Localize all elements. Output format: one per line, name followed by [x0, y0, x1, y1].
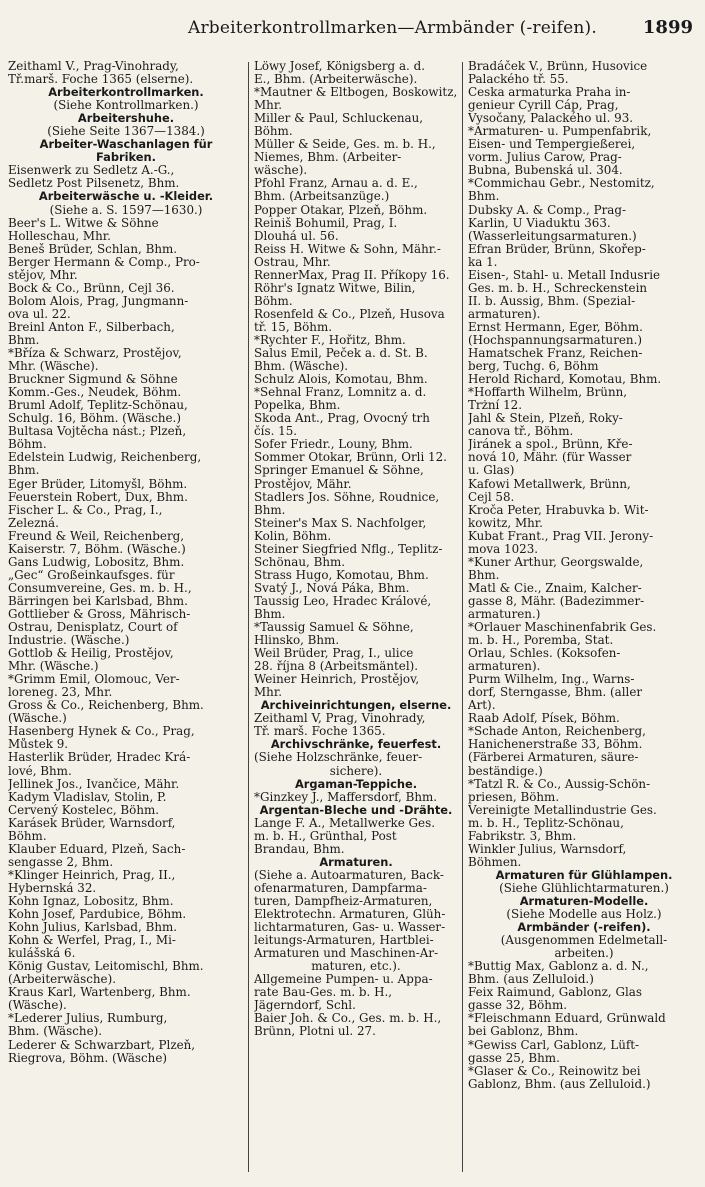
column-middle	[254, 60, 458, 1180]
entry-line: Riegrova, Böhm. (Wäsche)	[8, 1051, 168, 1065]
entry-line: Bultasa Vojtěcha nást.; Plzeň,	[8, 425, 187, 439]
entry-line: nová 10, Mähr. (für Wasser	[468, 451, 632, 465]
entry-line: Efran Brüder, Brünn, Skořep-	[468, 242, 646, 256]
cross-reference: (Siehe Glühlichtarmaturen.)	[499, 881, 669, 895]
cross-reference: (Siehe a. S. 1597—1630.)	[49, 203, 203, 217]
entry-line: ofenarmaturen, Dampfarma-	[254, 881, 427, 895]
entry-line: Bolom Alois, Prag, Jungmann-	[8, 294, 189, 308]
entry-line: Trżní 12.	[468, 399, 523, 413]
entry-line: *Gewiss Carl, Gablonz, Lüft-	[468, 1038, 640, 1052]
entry-line: Kohn Josef, Pardubice, Böhm.	[8, 908, 187, 922]
entry-line: rate Bau-Ges. m. b. H.,	[254, 986, 393, 1000]
entry-line: kowitz, Mhr.	[468, 516, 543, 530]
entry-line: Hlinsko, Bhm.	[254, 634, 340, 648]
section-heading: Armaturen.	[319, 855, 393, 869]
entry-line: Lange F. A., Metallwerke Ges.	[254, 816, 435, 830]
entry-line: Böhm.	[8, 829, 47, 843]
entry-line: Beer's L. Witwe & Söhne	[8, 216, 159, 230]
entry-line: Červený Kostelec, Böhm.	[8, 803, 160, 817]
section-heading: Archivschränke, feuerfest.	[270, 738, 442, 752]
entry-line: Škoda Ant., Prag, Ovocný trh	[254, 412, 430, 426]
entry-line: leitungs-Armaturen, Hartblei-	[254, 934, 434, 948]
entry-line: *Armaturen- u. Pumpenfabrik,	[468, 125, 652, 139]
entry-line: Jägerndorf, Schl.	[254, 999, 356, 1013]
section-heading: Fabriken.	[96, 151, 156, 165]
entry-line: Schulg. 16, Böhm. (Wäsche.)	[8, 412, 181, 426]
column-divider	[248, 62, 249, 1172]
section-heading: Arbeiterkontrollmarken.	[48, 86, 204, 100]
entry-line: Prostějov, Mähr.	[254, 477, 352, 491]
entry-line: genieur Cyrill Čáp, Prag,	[468, 99, 619, 113]
entry-line: Eisen-, Stahl- u. Metall Indusrie	[468, 268, 661, 282]
entry-line: Dlouhá ul. 56.	[254, 229, 339, 243]
entry-line: Armaturen und Maschinen-Ar-	[254, 947, 439, 961]
entry-line: Böhm.	[8, 438, 47, 452]
entry-line: m. b. H., Teplitz-Schönau,	[468, 816, 624, 830]
entry-line: loreneg. 23, Mhr.	[8, 686, 113, 700]
entry-line: Ernst Hermann, Eger, Böhm.	[468, 320, 643, 334]
entry-line: Hanichenerstraße 33, Böhm.	[468, 738, 643, 752]
entry-line: *Sehnal Franz, Lomnitz a. d.	[254, 386, 427, 400]
page-header	[0, 14, 705, 44]
entry-line: Fischer L. & Co., Prag, I.,	[8, 503, 163, 517]
entry-line: Weiner Heinrich, Prostějov,	[254, 673, 420, 687]
entry-line: *Kuner Arthur, Georgswalde,	[468, 555, 644, 569]
column-right	[468, 60, 700, 1180]
entry-line: *Grimm Emil, Olomouc, Ver-	[8, 673, 180, 687]
entry-line: (Wasserleitungsarmaturen.)	[468, 229, 637, 243]
entry-line: Kroča Peter, Hrabuvka b. Wit-	[468, 503, 649, 517]
entry-line: Breinl Anton F., Silberbach,	[8, 320, 175, 334]
entry-line: turen, Dampfheiz-Armaturen,	[254, 895, 433, 908]
entry-line: Komm.-Ges., Neudek, Böhm.	[8, 386, 182, 400]
entry-line: Gottlob & Heilig, Prostějov,	[8, 647, 174, 661]
entry-line: Jiránek a spol., Brünn, Kře-	[468, 438, 633, 452]
entry-line: Holleschau, Mhr.	[8, 229, 111, 243]
entry-line: (Arbeiterwäsche).	[8, 973, 117, 987]
cross-reference: (Siehe Kontrollmarken.)	[53, 99, 199, 113]
entry-line: Karásek Brüder, Warnsdorf,	[8, 816, 176, 830]
entry-line: Taussig Leo, Hradec Králové,	[254, 594, 432, 608]
entry-line: Gross & Co., Reichenberg, Bhm.	[8, 699, 204, 713]
entry-line: II. b. Aussig, Bhm. (Spezial-	[468, 294, 636, 308]
section-heading: Arbeiter-Waschanlagen für	[39, 138, 213, 152]
entry-line: Brünn, Plotni ul. 27.	[254, 1025, 376, 1039]
entry-line: *Hoffarth Wilhelm, Brünn,	[468, 386, 628, 400]
entry-line: Strass Hugo, Komotau, Bhm.	[254, 568, 429, 582]
entry-line: beständige.)	[468, 764, 543, 778]
entry-line: „Gec“ Großeinkaufsges. für	[8, 568, 175, 582]
column-left	[8, 60, 244, 1180]
entry-line: Tř. marš. Foche 1365.	[254, 725, 386, 739]
section-heading: Arbeiterwäsche u. -Kleider.	[38, 190, 214, 204]
entry-line: *Bříza & Schwarz, Prostějov,	[8, 347, 182, 361]
entry-line: *Lederer Julius, Rumburg,	[8, 1012, 168, 1026]
entry-line: Klauber Eduard, Plzeň, Sach-	[8, 842, 186, 856]
page-number: 1899	[642, 17, 693, 38]
entry-line: *Rychter F., Hořitz, Bhm.	[254, 333, 406, 347]
entry-line: Sedletz Post Pilsenetz, Bhm.	[8, 177, 180, 191]
entry-line: armaturen).	[468, 307, 541, 321]
cross-reference: (Siehe Modelle aus Holz.)	[506, 908, 662, 922]
section-heading: Arbeitershuhe.	[77, 112, 175, 126]
entry-line: Kohn & Werfel, Prag, I., Mi-	[8, 934, 176, 948]
entry-line: Gablonz, Bhm. (aus Zelluloid.)	[468, 1077, 651, 1091]
entry-line: Bhm.	[254, 607, 286, 621]
entry-line: gasse 32, Böhm.	[468, 999, 568, 1013]
entry-line: Popper Otakar, Plzeň, Böhm.	[254, 203, 428, 217]
entry-line: Hamatschek Franz, Reichen-	[468, 347, 643, 361]
entry-line: (Siehe a. Autoarmaturen, Back-	[254, 868, 444, 882]
entry-line: Bhm.	[468, 568, 500, 582]
entry-line: u. Glas)	[468, 464, 515, 478]
entry-line: lové, Bhm.	[8, 764, 72, 778]
entry-line: Schönau, Bhm.	[254, 555, 346, 569]
entry-line: Bhm.	[254, 503, 286, 517]
entry-line: armaturen).	[468, 660, 541, 674]
entry-line: Gans Ludwig, Lobositz, Bhm.	[8, 555, 185, 569]
entry-line: Bruckner Sigmund & Söhne	[8, 373, 178, 387]
entry-line: Röhr's Ignatz Witwe, Bilin,	[254, 281, 416, 295]
entry-line: Steiner Siegfried Nflg., Teplitz-	[254, 542, 443, 556]
column-divider	[462, 62, 463, 1172]
entry-line: Consumvereine, Ges. m. b. H.,	[8, 581, 192, 595]
entry-line: Steiner's Max S. Nachfolger,	[254, 516, 427, 530]
entry-line: armaturen.)	[468, 607, 541, 621]
entry-line: Feix Raimund, Gablonz, Glas	[468, 986, 642, 1000]
section-heading: Archiveinrichtungen, elserne.	[260, 699, 452, 713]
entry-line: Karlin, U Viaduktu 363.	[468, 216, 611, 230]
entry-line: Bhm.	[468, 190, 500, 204]
entry-line: *Orlauer Maschinenfabrik Ges.	[468, 621, 657, 635]
entry-line: Reiniš Bohumil, Prag, I.	[254, 216, 398, 230]
entry-line: Hasterlik Brüder, Hradec Krá-	[8, 751, 191, 765]
entry-line: bei Gablonz, Bhm.	[468, 1025, 579, 1039]
entry-line: vorm. Julius Carow, Prag-	[468, 151, 622, 165]
entry-line: m. b. H., Poremba, Stat.	[468, 634, 614, 648]
entry-line: Elektrotechn. Armaturen, Glüh-	[254, 908, 446, 922]
entry-line: tř. 15, Böhm.	[254, 320, 333, 334]
entry-line: Berger Hermann & Comp., Pro-	[8, 255, 200, 269]
entry-line: *Commichau Gebr., Nestomitz,	[468, 177, 655, 191]
entry-line: Müller & Seide, Ges. m. b. H.,	[254, 138, 436, 152]
entry-line: E., Bhm. (Arbeiterwäsche).	[254, 73, 418, 87]
entry-line: Gottlieber & Gross, Mährisch-	[8, 607, 191, 621]
entry-line: (Hochspannungsarmaturen.)	[468, 333, 643, 347]
entry-line: m. b. H., Grünthal, Post	[254, 829, 397, 843]
entry-line: Orlau, Schles. (Koksofen-	[468, 647, 621, 661]
entry-line: Jellinek Jos., Ivančice, Mähr.	[8, 777, 180, 791]
entry-line: Edelstein Ludwig, Reichenberg,	[8, 451, 202, 465]
entry-line: Kohn Ignaz, Lobositz, Bhm.	[8, 895, 174, 908]
entry-line: priesen, Böhm.	[468, 790, 560, 804]
entry-line: *Glaser & Co., Reinowitz bei	[468, 1064, 641, 1078]
section-heading: Armbänder (-reifen).	[517, 921, 651, 935]
entry-line: *Klinger Heinrich, Prag, II.,	[8, 868, 176, 882]
entry-line: *Taussig Samuel & Söhne,	[254, 621, 414, 635]
entry-line: Salus Emil, Peček a. d. St. B.	[254, 347, 428, 361]
entry-line: Bradáček V., Brünn, Husovice	[468, 60, 648, 73]
entry-line: Winkler Julius, Warnsdorf,	[468, 842, 627, 856]
entry-line: Kohn Julius, Karlsbad, Bhm.	[8, 921, 178, 935]
entry-line: Löwy Josef, Königsberg a. d.	[254, 60, 425, 73]
section-heading: Argaman-Teppiche.	[294, 777, 418, 791]
entry-line: Purm Wilhelm, Ing., Warns-	[468, 673, 635, 687]
entry-line: Můstek 9.	[8, 738, 69, 752]
entry-line: Bhm. (Wäsche).	[254, 360, 349, 374]
entry-line: Palackého tř. 55.	[468, 73, 569, 87]
entry-line: Kolin, Böhm.	[254, 529, 332, 543]
entry-line: Ostrau, Mhr.	[254, 255, 331, 269]
entry-line: Ostrau, Denisplatz, Court of	[8, 621, 178, 635]
entry-line: Dubsky A. & Comp., Prag-	[468, 203, 627, 217]
entry-line: Mhr. (Wäsche).	[8, 360, 99, 374]
entry-line: stějov, Mhr.	[8, 268, 78, 282]
entry-line: Hasenberg Hynek & Co., Prag,	[8, 725, 195, 739]
cross-reference: (Siehe Seite 1367—1384.)	[47, 125, 205, 139]
entry-line: Popelka, Bhm.	[254, 399, 341, 413]
entry-line: 28. října 8 (Arbeitsmäntel).	[254, 660, 419, 674]
entry-line: Weil Brüder, Prag, I., ulice	[254, 647, 414, 661]
entry-line: Matl & Cie., Znaim, Kalcher-	[468, 581, 642, 595]
entry-line: Fabrikstr. 3, Bhm.	[468, 829, 577, 843]
entry-line: Bhm.	[8, 333, 40, 347]
entry-line: Česka armaturka Praha in-	[468, 86, 631, 100]
entry-line: Mhr. (Wäsche.)	[8, 660, 99, 674]
cross-reference: sichere).	[329, 764, 383, 778]
entry-line: dorf, Sterngasse, Bhm. (aller	[468, 686, 643, 700]
entry-line: Bhm. (Arbeitsanzüge.)	[254, 190, 390, 204]
entry-line: gasse 25, Bhm.	[468, 1051, 560, 1065]
entry-line: Ges. m. b. H., Schreckenstein	[468, 281, 648, 295]
section-heading: Armaturen-Modelle.	[519, 895, 649, 908]
entry-line: Vysočany, Palackého ul. 93.	[468, 112, 634, 126]
entry-line: kulášská 6.	[8, 947, 76, 961]
cross-reference: arbeiten.)	[554, 947, 614, 961]
entry-line: Böhmen.	[468, 855, 522, 869]
entry-line: Bhm.	[8, 464, 40, 478]
entry-line: (Färberei Armaturen, säure-	[468, 751, 639, 765]
entry-line: čís. 15.	[254, 425, 298, 439]
cross-reference: maturen, etc.).	[311, 960, 401, 974]
entry-line: lichtarmaturen, Gas- u. Wasser-	[254, 921, 446, 935]
entry-line: Mhr.	[254, 99, 282, 113]
entry-line: Böhm.	[254, 294, 293, 308]
section-heading: Armaturen für Glühlampen.	[495, 868, 673, 882]
entry-line: *Buttig Max, Gablonz a. d. N.,	[468, 960, 649, 974]
entry-line: Bruml Adolf, Teplitz-Schönau,	[8, 399, 188, 413]
entry-line: Industrie. (Wäsche.)	[8, 634, 130, 648]
entry-line: Bock & Co., Brünn, Cejl 36.	[8, 281, 175, 295]
entry-line: Mhr.	[254, 686, 282, 700]
entry-line: Bhm. (aus Zelluloid.)	[468, 973, 594, 987]
entry-line: Hybernská 32.	[8, 881, 97, 895]
entry-line: König Gustav, Leitomischl, Bhm.	[8, 960, 204, 974]
entry-line: Feuerstein Robert, Dux, Bhm.	[8, 490, 188, 504]
entry-line: Cejl 58.	[468, 490, 515, 504]
entry-line: Pfohl Franz, Arnau a. d. E.,	[254, 177, 418, 191]
entry-line: *Schade Anton, Reichenberg,	[468, 725, 646, 739]
entry-line: Brandau, Bhm.	[254, 842, 345, 856]
entry-line: Kraus Karl, Wartenberg, Bhm.	[8, 986, 191, 1000]
entry-line: Reiss H. Witwe & Sohn, Mähr.-	[254, 242, 441, 256]
entry-line: Kubat Frant., Prag VII. Jerony-	[468, 529, 654, 543]
entry-line: Bubna, Bubenská ul. 304.	[468, 164, 623, 178]
entry-line: Kadym Vladislav, Stolin, P.	[8, 790, 167, 804]
entry-line: Eisenwerk zu Sedletz A.-G.,	[8, 164, 175, 178]
entry-line: Beneš Brüder, Schlan, Bhm.	[8, 242, 178, 256]
entry-line: Svatý J., Nová Páka, Bhm.	[254, 581, 410, 595]
entry-line: ka 1.	[468, 255, 498, 269]
entry-line: Herold Richard, Komotau, Bhm.	[468, 373, 662, 387]
entry-line: Stadlers Jos. Söhne, Roudnice,	[254, 490, 440, 504]
entry-line: wäsche).	[254, 164, 308, 178]
entry-line: Zeithaml V., Prag-Vinohrady,	[8, 60, 179, 73]
entry-line: Lederer & Schwarzbart, Plzeň,	[8, 1038, 196, 1052]
cross-reference: (Ausgenommen Edelmetall-	[500, 934, 668, 948]
entry-line: Allgemeine Pumpen- u. Appa-	[254, 973, 433, 987]
entry-line: Miller & Paul, Schluckenau,	[254, 112, 424, 126]
entry-line: sengasse 2, Bhm.	[8, 855, 114, 869]
entry-line: Vereinigte Metallindustrie Ges.	[468, 803, 657, 817]
entry-line: Sofer Friedr., Louny, Bhm.	[254, 438, 413, 452]
entry-line: *Fleischmann Eduard, Grünwald	[468, 1012, 666, 1026]
entry-line: Rosenfeld & Co., Plzeň, Husova	[254, 307, 445, 321]
entry-line: Bärringen bei Karlsbad, Bhm.	[8, 594, 188, 608]
entry-line: RennerMax, Prag II. Příkopy 16.	[254, 268, 450, 282]
entry-line: *Tatzl R. & Co., Aussig-Schön-	[468, 777, 651, 791]
entry-line: Raab Adolf, Písek, Böhm.	[468, 712, 620, 726]
entry-line: Jahl & Stein, Plzeň, Roky-	[468, 412, 623, 426]
entry-line: ova ul. 22.	[8, 307, 71, 321]
entry-line: Sommer Otokar, Brünn, Orli 12.	[254, 451, 447, 465]
entry-line: (Wäsche.)	[8, 712, 67, 726]
entry-line: Eger Brüder, Litomyšl, Böhm.	[8, 477, 188, 491]
entry-line: Bhm. (Wäsche).	[8, 1025, 103, 1039]
entry-line: Tř.marš. Foche 1365 (elserne).	[8, 73, 194, 87]
entry-line: canova tř., Böhm.	[468, 425, 574, 439]
entry-line: Zeithaml V, Prag, Vinohrady,	[254, 712, 426, 726]
entry-line: Art).	[468, 699, 496, 713]
entry-line: Freund & Weil, Reichenberg,	[8, 529, 185, 543]
entry-line: gasse 8, Mähr. (Badezimmer-	[468, 594, 645, 608]
entry-line: Kaiserstr. 7, Böhm. (Wäsche.)	[8, 542, 186, 556]
entry-line: (Siehe Holzschränke, feuer-	[254, 751, 423, 765]
section-heading: Argentan-Bleche und -Drähte.	[259, 803, 453, 817]
entry-line: berg, Tuchg. 6, Böhm	[468, 360, 599, 374]
entry-line: *Ginzkey J., Maffersdorf, Bhm.	[254, 790, 438, 804]
entry-line: Schulz Alois, Komotau, Bhm.	[254, 373, 428, 387]
entry-line: Kafowi Metallwerk, Brünn,	[468, 477, 631, 491]
entry-line: Niemes, Bhm. (Arbeiter-	[254, 151, 402, 165]
entry-line: Böhm.	[254, 125, 293, 139]
entry-line: Springer Emanuel & Söhne,	[254, 464, 424, 478]
entry-line: *Mautner & Eltbogen, Boskowitz,	[254, 86, 458, 100]
running-title: Arbeiterkontrollmarken—Armbänder (-reifen).	[188, 18, 597, 38]
entry-line: Baier Joh. & Co., Ges. m. b. H.,	[254, 1012, 442, 1026]
entry-line: (Wäsche).	[8, 999, 67, 1013]
entry-line: Železná.	[8, 516, 59, 530]
entry-line: Eisen- und Tempergießerei,	[468, 138, 636, 152]
entry-line: mova 1023.	[468, 542, 539, 556]
